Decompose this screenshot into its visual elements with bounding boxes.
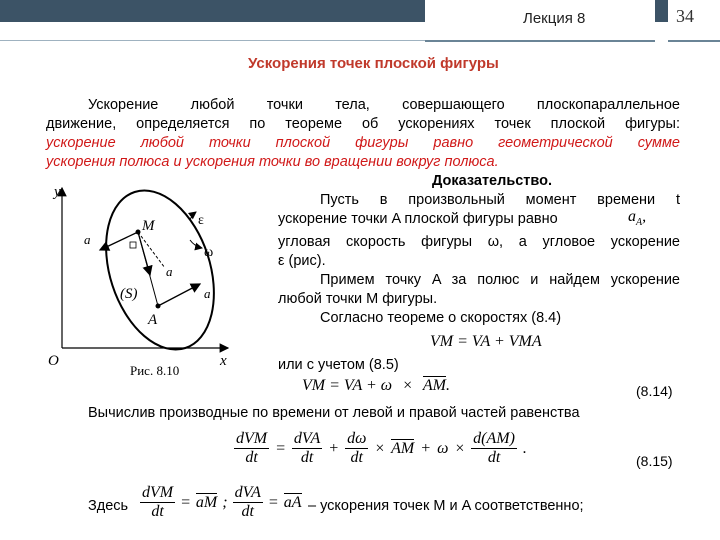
- proof-line-9: Вычислив производные по времени от левой и правой частей равенства: [88, 405, 580, 421]
- eq14-AM: AM: [422, 377, 446, 394]
- epsilon-arc: [190, 212, 196, 220]
- label-aMA-n: a: [166, 264, 173, 279]
- here-aM: aM: [195, 494, 218, 511]
- lecture-label: Лекция 8: [523, 10, 586, 27]
- here-formula: $\frac{\text{dVM}}{dt}$ = aM ; $\frac{\text{dVA}}{dt}$ = aA: [142, 484, 302, 520]
- page-number: 34: [676, 6, 694, 26]
- label-O: O: [48, 353, 59, 369]
- proof-line-7: Согласно теореме о скоростях (8.4): [320, 310, 562, 326]
- header-underline: [425, 40, 655, 42]
- label-epsilon: ε: [198, 213, 204, 228]
- figure-8-10: [40, 180, 240, 380]
- here-frac-dVA-num: dVA: [234, 484, 261, 501]
- proof-line-8: или с учетом (8.5): [278, 357, 399, 373]
- here-frac-dVA-den: dt: [241, 503, 254, 520]
- eq14-omega: ω: [380, 377, 393, 394]
- frac-dVA-num: dVA: [293, 430, 321, 447]
- eq15-times-1: ×: [374, 439, 386, 457]
- proof-line-5: Примем точку A за полюс и найдем ускорение: [320, 272, 680, 288]
- eq15-times-2: ×: [454, 439, 466, 457]
- intro-red-1: ускорение любой точки плоской фигуры равно геометрической сумме: [46, 135, 680, 151]
- intro-line-2: движение, определяется по теореме об ускорениях точек плоской фигуры:: [46, 116, 680, 132]
- eq-8-14-number: (8.14): [636, 383, 673, 399]
- aA-sub: A: [636, 217, 643, 229]
- omega-arc: [190, 240, 202, 248]
- here-frac-dVM-num: dVM: [142, 484, 174, 501]
- frac-dVM-den: dt: [245, 449, 258, 466]
- frac-domega: [345, 430, 368, 467]
- frac-dAM-num: d(AM): [473, 430, 515, 447]
- pagenum-underline: [668, 40, 720, 42]
- vector-aMA-n: [138, 232, 150, 275]
- vector-aA: [158, 284, 200, 306]
- here-eq-1: =: [180, 493, 191, 511]
- eq-8-15: $\frac{\text{dVM}}{dt}$ = $\frac{\text{dVA}}{dt}$ + $\frac{d\omega}{dt}$ × AM + ω × $\frac{d(AM)}{dt}$ .: [236, 430, 527, 466]
- frac-dVA: [292, 430, 322, 467]
- here-frac-dVM: [140, 484, 175, 521]
- proof-line-6: любой точки M фигуры.: [278, 291, 438, 307]
- here-eq-2: =: [267, 493, 279, 511]
- frac-dAM-den: dt: [487, 449, 501, 466]
- eq15-plus-2: +: [420, 439, 432, 457]
- proof-line-2-aA: $a_A$,: [628, 208, 647, 229]
- frac-dVM: [234, 430, 269, 467]
- velocity-theorem: VM = VA + VMA: [430, 333, 542, 350]
- label-aMA-tau: a: [84, 232, 91, 247]
- label-x: x: [220, 353, 227, 369]
- page-title: Ускорения точек плоской фигуры: [248, 55, 499, 72]
- left-rule: [0, 40, 425, 41]
- frac-dVM-num: dVM: [236, 430, 268, 447]
- frac-dVA-den: dt: [300, 449, 314, 466]
- eq15-eq: =: [275, 439, 286, 457]
- label-omega: ω: [204, 245, 214, 260]
- eq15-AM: AM: [391, 440, 415, 457]
- frac-domega-den: dt: [350, 449, 363, 466]
- here-label: Здесь: [88, 498, 129, 514]
- proof-line-3: угловая скорость фигуры ω, а угловое ускорение: [278, 234, 680, 250]
- eq15-plus-1: +: [328, 439, 340, 457]
- frac-dAM: [471, 430, 517, 467]
- here-frac-dVM-den: dt: [151, 503, 164, 520]
- proof-heading: Доказательство.: [432, 173, 553, 189]
- proof-line-1: Пусть в произвольный момент времени t: [320, 192, 680, 208]
- right-angle-mark: [130, 242, 136, 248]
- proof-line-2: ускорение точки A плоской фигуры равно: [278, 211, 558, 227]
- intro-line-1: Ускорение любой точки тела, совершающего плоскопараллельное: [88, 97, 680, 113]
- aA-symbol: a: [628, 208, 636, 225]
- figure-caption: Рис. 8.10: [130, 363, 180, 378]
- label-S: (S): [120, 286, 138, 302]
- intro-red-2: ускорения полюса и ускорения точки во вращении вокруг полюса.: [46, 154, 499, 170]
- label-aA: a: [204, 286, 211, 301]
- eq14-lhs: VM = VA +: [302, 377, 381, 394]
- eq-8-14: VM = VA + ω × AM.: [302, 377, 450, 394]
- label-y: y: [54, 184, 61, 200]
- eq14-times: ×: [402, 377, 413, 394]
- vector-ghost: [138, 232, 165, 268]
- proof-line-4: ε (рис).: [278, 253, 326, 269]
- label-M: M: [142, 218, 155, 234]
- eq-8-15-number: (8.15): [636, 453, 673, 469]
- body-outline: [87, 180, 233, 363]
- here-frac-dVA: [233, 484, 263, 521]
- here-tail: – ускорения точек M и A соответственно;: [308, 498, 584, 514]
- label-A: A: [148, 312, 158, 328]
- here-aA: aA: [283, 494, 302, 511]
- frac-domega-num: dω: [347, 430, 367, 447]
- eq15-omega: ω: [437, 439, 449, 457]
